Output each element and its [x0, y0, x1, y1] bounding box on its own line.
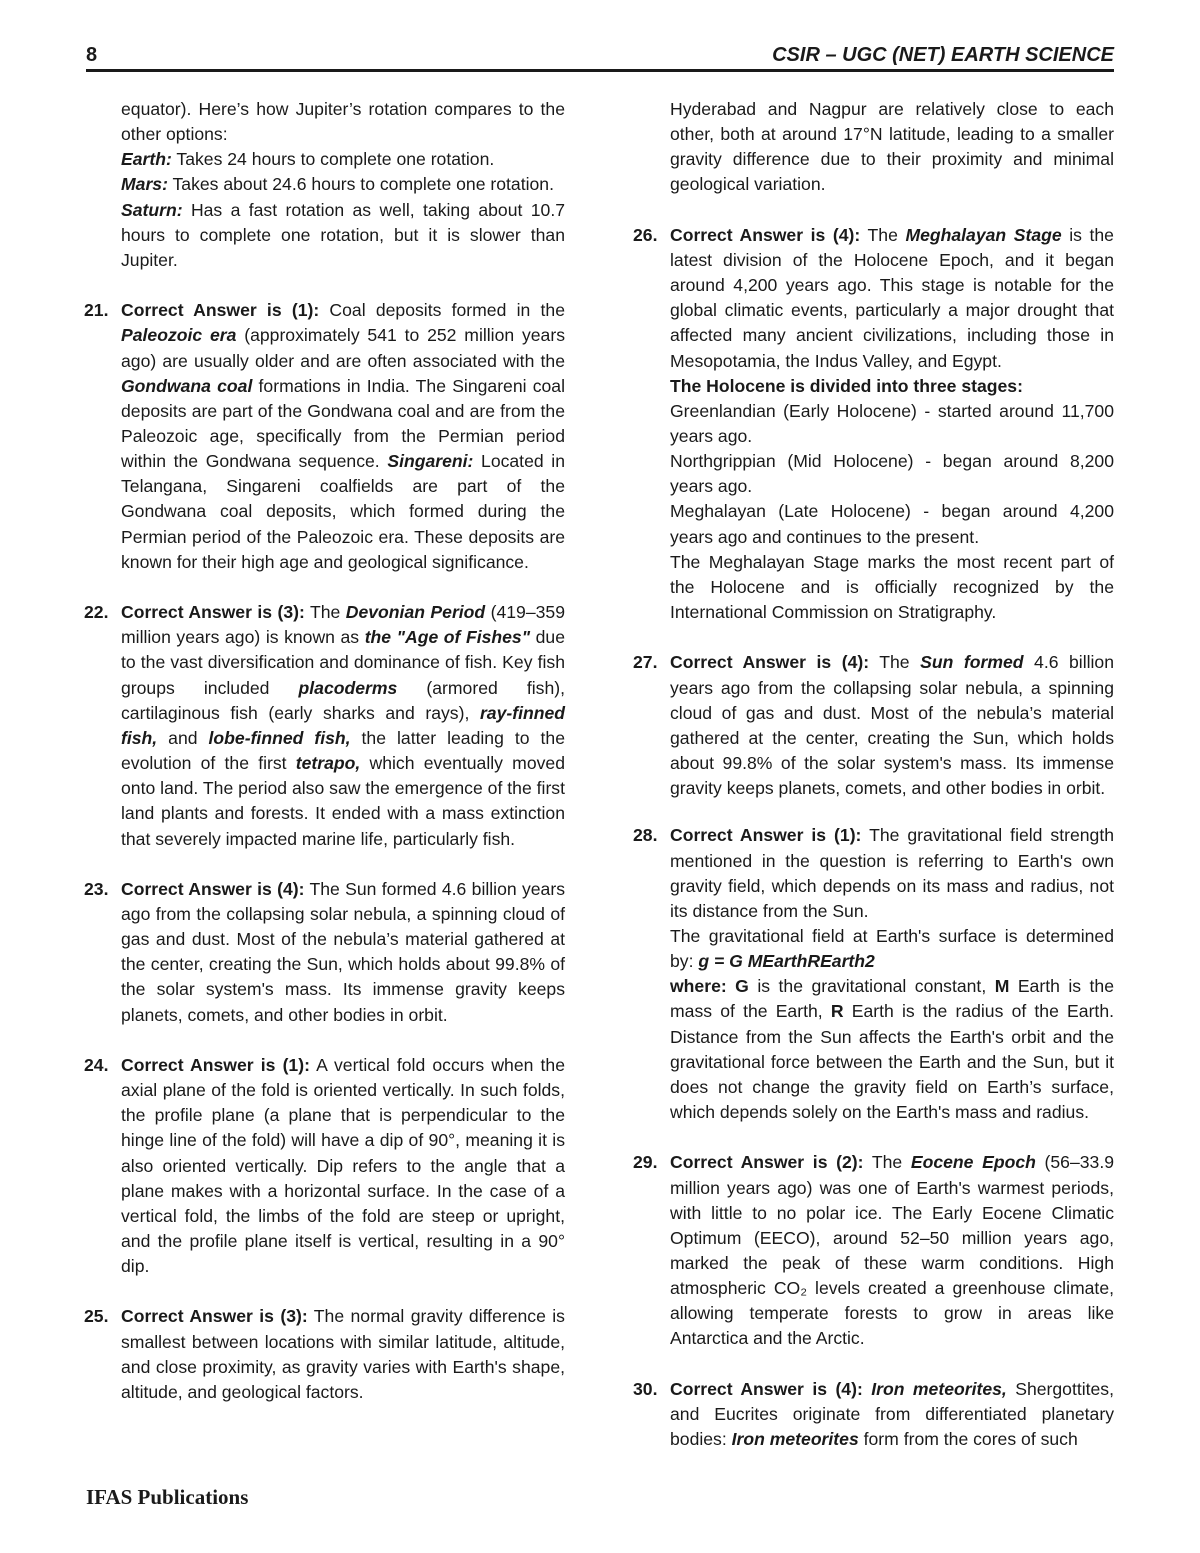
text-run: Located in Telangana, Singareni coalfields are part of the Gondwana coal deposits, which formed during the Permian period of the Paleozoic era. These deposits are known for their high age and geological significance.: [121, 451, 565, 572]
text-run: and: [157, 727, 209, 748]
emphasis: Devonian Period: [345, 602, 486, 623]
text-run: [863, 1379, 871, 1399]
text-run: A vertical fold occurs when the axial plane of the fold is oriented vertically. In such folds, the profile plane (a plane that is perpendicular to the hinge line of the fold) will have a dip of 90°, meaning it is also oriented vertically. Dip refers to the angle that a plane makes with a horizontal surface. In the case of a vertical fold, the limbs of the fold are steep or upright, and the profile plane itself is vertical, resulting in a 90° dip.: [121, 1054, 565, 1277]
emphasis: ray-finned fish,: [121, 702, 565, 748]
emphasis: Paleozoic era: [121, 325, 237, 346]
answer-label: Correct Answer is (1):: [670, 825, 862, 846]
saturn-option: [121, 198, 565, 273]
answer-26: [633, 223, 1114, 626]
text-run: the latter leading to the evolution of the first: [121, 727, 566, 774]
answer-label: Correct Answer is (4):: [670, 1378, 863, 1399]
answer-23: [84, 877, 565, 1028]
answer-text: [121, 1304, 565, 1405]
text-run: Shergottites, and Eucrites originate from differentiated planetary bodies:: [670, 1378, 1114, 1450]
question-number: 28.: [633, 825, 658, 846]
answer-27: [633, 650, 1115, 801]
answer-text: [670, 1150, 1114, 1351]
emphasis: Singareni:: [387, 451, 474, 472]
answer-text: [670, 1377, 1114, 1452]
answer-text: [121, 600, 565, 852]
text-run: The: [869, 652, 921, 673]
answer-text: [670, 223, 1114, 374]
question-number: 24.: [84, 1054, 109, 1075]
stage-meghalayan: Meghalayan (Late Holocene) - began around 4,200 years ago and continues to the present.: [670, 501, 1114, 547]
mars-text: Takes about 24.6 hours to complete one rotation.: [167, 174, 554, 195]
answer-text: [670, 823, 1114, 924]
intro-line: equator). Here’s how Jupiter’s rotation compares to the other options:: [121, 99, 565, 145]
answer-text: [121, 877, 565, 1028]
saturn-text: Has a fast rotation as well, taking about 10.7 hours to complete one rotation, but it is slower than Jupiter.: [121, 199, 565, 270]
text-run: The: [860, 224, 906, 245]
text-run: (armored fish), cartilaginous fish (early sharks and rays),: [121, 677, 565, 723]
emphasis: Meghalayan Stage: [905, 224, 1062, 245]
question-number: 30.: [633, 1378, 658, 1399]
symbol-m: M: [994, 976, 1010, 997]
answer-24: [84, 1053, 565, 1279]
emphasis: the "Age of Fishes": [364, 627, 531, 648]
mars-option: [121, 172, 565, 197]
text-run: The normal gravity difference is smallest between locations with similar latitude, altitude, and close proximity, as gravity varies with Earth's shape, altitude, and geological factors.: [121, 1306, 565, 1402]
answer-30: [633, 1377, 1114, 1452]
text-run: Earth is the radius of the Earth. Distance from the Sun affects the Earth's orbit and the gravitational force between the Earth and the Sun, but it does not change the gravity field on Earth’s surface, which depends solely on the Earth's mass and radius.: [670, 1001, 1114, 1123]
answer-22: [84, 600, 566, 852]
answer-label: Correct Answer is (4):: [670, 224, 861, 245]
text-run: Coal deposits formed in the: [319, 300, 565, 321]
emphasis: Iron meteorites: [731, 1429, 859, 1450]
question-number: 23.: [84, 878, 109, 899]
question-number: 22.: [84, 602, 109, 623]
text-run: The: [863, 1152, 911, 1173]
answer-28: [633, 823, 1114, 1125]
question-number: 27.: [633, 652, 658, 673]
stage-closing-note: The Meghalayan Stage marks the most recent part of the Holocene and is officially recognized by the International Commission on Stratigraphy.: [670, 551, 1114, 623]
saturn-label: Saturn:: [121, 199, 183, 220]
formula-explanation: [670, 974, 1114, 1125]
text-run: The Sun formed 4.6 billion years ago from the collapsing solar nebula, a spinning cloud of gas and dust. Most of the nebula’s material gathered at the center, creating the Sun, which holds about 99.8% of the solar system's mass. Its immense gravity keeps planets, comets, and other bodies in orbit.: [121, 878, 565, 1025]
emphasis: Iron meteorites,: [871, 1378, 1007, 1399]
answer-25: [84, 1304, 565, 1405]
earth-label: Earth:: [121, 149, 172, 170]
mars-label: Mars:: [121, 174, 168, 195]
emphasis: tetrapo,: [295, 753, 361, 774]
page-number: 8: [86, 44, 98, 66]
answer-21: [84, 298, 565, 575]
left-column: [84, 97, 566, 1405]
text-run: (419–359 million years ago) is known as: [121, 602, 565, 648]
answer-label: Correct Answer is (2):: [670, 1152, 864, 1173]
jupiter-comparison-continuation: [121, 97, 565, 273]
header-divider: [86, 69, 1114, 72]
text-run: 4.6 billion years ago from the collapsing solar nebula, a spinning cloud of gas and dust. Most of the nebula’s material gathered at the center, creating the Sun, which holds about 99.8% of the solar system's mass. Its immense gravity keeps planets, comets, and other bodies in orbit.: [670, 652, 1115, 799]
emphasis: Sun formed: [920, 652, 1024, 673]
text-run: (56–33.9 million years ago) was one of Earth's warmest periods, with little to no polar ice. The Early Eocene Climatic Optimum (EECO), around 52–50 million years ago, marked the peak of these warm conditions. High atmospheric CO₂ levels created a greenhouse climate, allowing temperate forests to grow in areas like Antarctica and the Arctic.: [670, 1152, 1114, 1349]
answer-text: [121, 1053, 565, 1279]
question-number: 21.: [84, 300, 109, 321]
text-run: is the latest division of the Holocene Epoch, and it began around 4,200 years ago. This stage is notable for the global climatic events, particularly a major drought that affected many ancient civilizations, including those in Mesopotamia, the Indus Valley, and Egypt.: [670, 224, 1114, 371]
answer-label: Correct Answer is (1):: [121, 1054, 310, 1075]
emphasis: lobe-finned fish,: [208, 727, 351, 748]
emphasis: Eocene Epoch: [910, 1152, 1036, 1173]
holocene-stages-heading: The Holocene is divided into three stages:: [670, 375, 1023, 396]
emphasis: placoderms: [298, 677, 398, 698]
answer-label: Correct Answer is (3):: [121, 602, 305, 623]
text-run: (approximately 541 to 252 million years ago) are usually older and are often associated with the: [121, 325, 565, 371]
answer-label: Correct Answer is (4):: [670, 652, 870, 673]
earth-option: [121, 147, 565, 172]
right-column: [633, 97, 1115, 1452]
text-run: The gravitational field at Earth's surface is determined by:: [670, 925, 1114, 972]
question-number: 26.: [633, 224, 658, 245]
answer-label: Correct Answer is (1):: [121, 300, 320, 321]
text-run: Earth is the mass of the Earth,: [670, 976, 1114, 1022]
earth-text: Takes 24 hours to complete one rotation.: [171, 149, 495, 170]
answer-29: [633, 1150, 1114, 1351]
text-run: The: [304, 602, 346, 623]
answer-label: Correct Answer is (3):: [121, 1306, 308, 1327]
text-run: form from the cores of such: [858, 1429, 1078, 1450]
stage-northgrippian: Northgrippian (Mid Holocene) - began around 8,200 years ago.: [670, 451, 1114, 497]
question-number: 25.: [84, 1306, 109, 1327]
question-number: 29.: [633, 1152, 658, 1173]
answer-text: [670, 650, 1114, 801]
symbol-r: R: [830, 1001, 844, 1022]
answer-text: [121, 298, 565, 575]
answer-label: Correct Answer is (4):: [121, 878, 305, 899]
publisher-footer: IFAS Publications: [86, 1485, 249, 1509]
where-label: where: G: [670, 976, 749, 997]
gravity-formula-line: [670, 924, 1114, 974]
text-run: formations in India. The Singareni coal deposits are part of the Gondwana coal and are from the Paleozoic age, specifically from the Permian period within the Gondwana sequence.: [121, 375, 565, 472]
running-header-title: CSIR – UGC (NET) EARTH SCIENCE: [772, 44, 1114, 66]
emphasis: Gondwana coal: [121, 375, 253, 396]
text-run: due to the vast diversification and dominance of fish. Key fish groups included: [121, 627, 565, 698]
text-run: The gravitational field strength mentioned in the question is referring to Earth's own gravity field, which depends on its mass and radius, not its distance from the Sun.: [670, 825, 1114, 921]
stage-greenlandian: Greenlandian (Early Holocene) - started around 11,700 years ago.: [670, 400, 1114, 447]
text-run: is the gravitational constant,: [748, 976, 995, 997]
gravity-formula: g = G MEarthREarth2: [698, 951, 875, 972]
answer-25-continuation: Hyderabad and Nagpur are relatively close to each other, both at around 17°N latitude, leading to a smaller gravity difference due to their proximity and minimal geological variation.: [670, 99, 1114, 195]
text-run: which eventually moved onto land. The period also saw the emergence of the first land plants and forests. It ended with a mass extinction that severely impacted marine life, particularly fish.: [121, 753, 565, 849]
